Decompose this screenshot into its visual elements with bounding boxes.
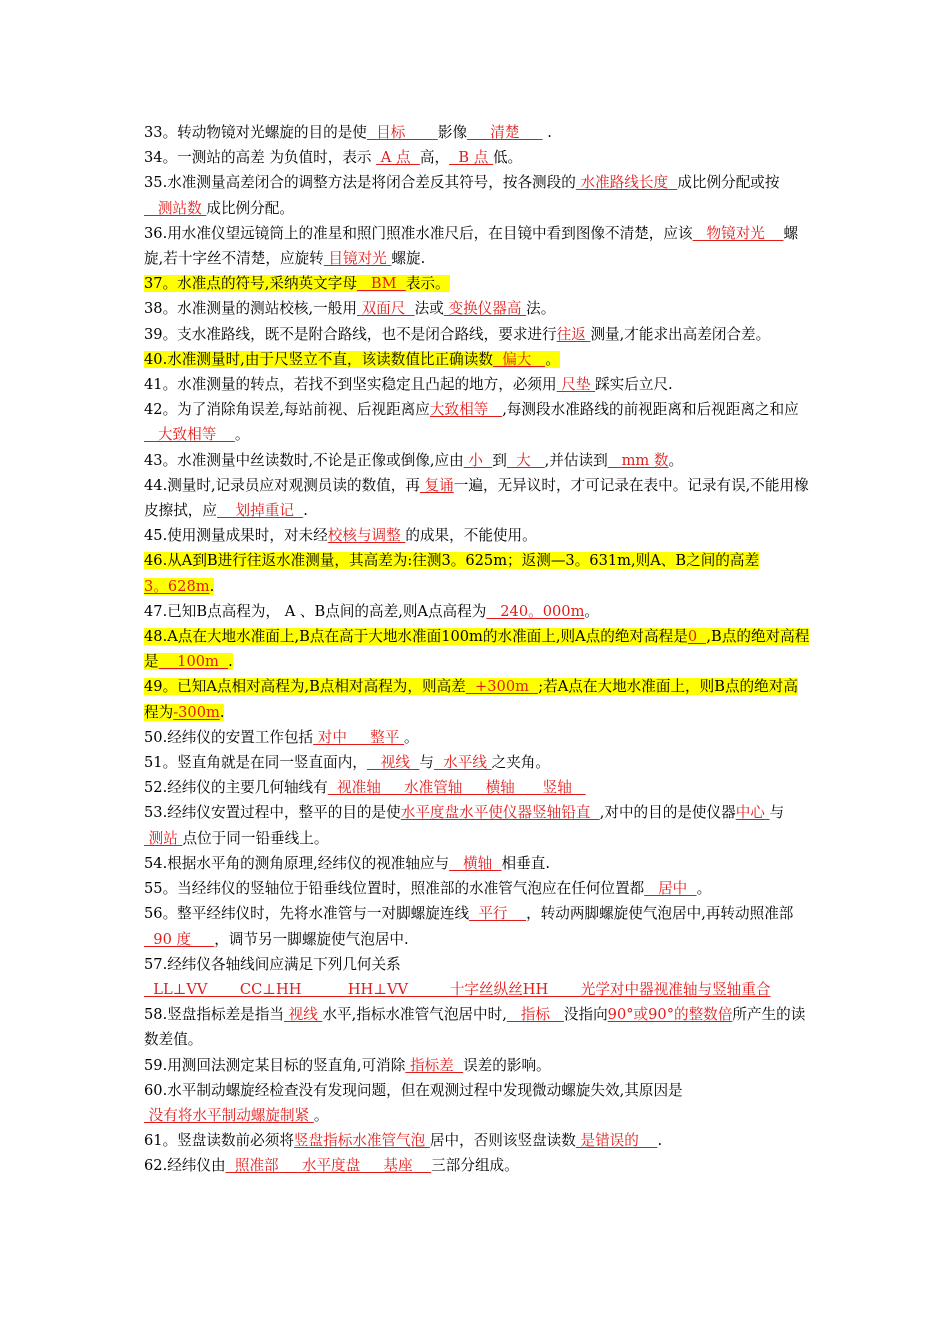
answer-blank: 视线 <box>283 1006 323 1024</box>
answer-blank: mm 数 <box>607 451 669 469</box>
question-text: 53.经纬仪安置过程中，整平的目的是使 <box>144 804 401 822</box>
answer-blank: A 点 <box>376 149 420 167</box>
answer-blank: 目镜对光 <box>323 250 392 268</box>
question-text: 59.用测回法测定某目标的竖直角,可消除 <box>144 1056 406 1074</box>
question-text: 与 <box>419 754 434 772</box>
question-text: ,B点的绝对高程是 <box>144 628 810 671</box>
question-text: ;若A点在大地水准面上，则B点的绝对高程为 <box>144 678 798 721</box>
question-text: 44.测量时,记录员应对观测员读的数值，再 <box>144 476 420 494</box>
question-text: 35.水准测量高差闭合的调整方法是将闭合差反其符号，按各测段的 <box>144 174 576 192</box>
question-q35 <box>144 170 810 220</box>
answer-blank: 3。628m <box>144 577 210 595</box>
question-q56 <box>144 901 810 951</box>
question-text: 51。竖直角就是在同一竖直面内， <box>144 754 367 772</box>
answer-blank: 视准轴 水准管轴 横轴 竖轴 <box>327 779 586 797</box>
answer-blank: 测站 <box>144 829 183 847</box>
question-text: 。 <box>668 451 684 469</box>
answer-blank: 90 度 <box>144 930 215 948</box>
answer-blank: 平行 <box>469 905 527 923</box>
question-q49 <box>144 674 810 724</box>
question-text: 没指向 <box>563 1006 608 1024</box>
answer-blank: +300m <box>465 678 539 696</box>
answer-blank: 中心 <box>735 804 770 822</box>
question-text: ，调节另一脚螺旋使气泡居中. <box>214 930 409 948</box>
question-text: 43。水准测量中丝读数时,不论是正像或倒像,应由 <box>144 451 464 469</box>
question-text: . <box>209 577 215 595</box>
document-body <box>144 120 810 1179</box>
question-text: 。 <box>313 1106 329 1124</box>
answer-blank: 90°或90°的整数倍 <box>607 1006 733 1024</box>
question-q37 <box>144 271 810 296</box>
question-q34 <box>144 145 810 170</box>
question-text: 误差的影响。 <box>463 1056 551 1074</box>
answer-blank: 居中 <box>644 880 697 898</box>
question-text: ,每测段水准路线的前视距离和后视距离之和应 <box>502 401 799 419</box>
answer-blank: 变换仪器高 <box>443 300 527 318</box>
question-text: 踩实后立尺. <box>595 376 673 394</box>
question-text: . <box>657 1132 663 1150</box>
question-text: 表示。 <box>405 275 450 293</box>
question-q42 <box>144 397 810 447</box>
answer-blank: 水准路线长度 <box>575 174 678 192</box>
question-text: 58.竖盘指标差是指当 <box>144 1006 284 1024</box>
question-q36 <box>144 221 810 271</box>
question-q61 <box>144 1128 810 1153</box>
answer-blank: 往返 <box>556 325 591 343</box>
question-text: 法。 <box>526 300 556 318</box>
answer-blank: 目标 <box>366 124 438 141</box>
question-text: 41。水准测量的转点，若找不到坚实稳定且凸起的地方，必须用 <box>144 376 557 394</box>
question-text: 成比例分配。 <box>206 199 294 217</box>
question-text: ,并估读到 <box>544 451 608 469</box>
question-text: 成比例分配或按 <box>677 174 780 192</box>
question-q60 <box>144 1078 810 1128</box>
answer-blank: 视线 <box>366 754 420 772</box>
question-text: 38。水准测量的测站校核,一般用 <box>144 300 357 318</box>
question-text: 。 <box>696 880 712 898</box>
question-text: 34。一测站的高差 为负值时，表示 <box>144 149 377 167</box>
answer-blank: BM <box>356 275 406 293</box>
question-text: 法或 <box>414 300 444 318</box>
answer-blank: 指标差 <box>405 1056 464 1074</box>
question-text: 测量,才能求出高差闭合差。 <box>590 325 771 343</box>
question-text: 60.水平制动螺旋经检查没有发现问题，但在观测过程中发现微动螺旋失效,其原因是 <box>144 1081 683 1099</box>
question-text: 三部分组成。 <box>431 1157 519 1175</box>
question-text: 高， <box>419 149 450 167</box>
question-text: 螺旋,若十字丝不清楚，应旋转 <box>144 224 799 268</box>
question-text: 低。 <box>492 149 523 167</box>
question-q58 <box>144 1002 810 1052</box>
answer-blank: LL⊥VV CC⊥HH HH⊥VV 十字丝纵丝HH 光学对中器视准轴与竖轴重合 <box>144 980 771 998</box>
question-text: 61。竖盘读数前必须将 <box>144 1132 294 1150</box>
question-text: 到 <box>492 451 507 469</box>
question-text: ,对中的目的是使仪器 <box>599 804 736 822</box>
question-text: 49。已知A点相对高程为,B点相对高程为，则高差 <box>144 678 466 696</box>
answer-blank: 水平线 <box>433 754 492 772</box>
answer-blank: 复诵 <box>419 476 454 494</box>
answer-blank: -300m <box>173 703 220 721</box>
question-text: 40.水准测量时,由于尺竖立不直，该读数值比正确读数 <box>144 350 493 368</box>
answer-blank: B 点 <box>449 149 493 167</box>
answer-blank: 指标 <box>506 1006 564 1024</box>
question-text: 一遍，无异议时，才可记录在表中。记录有误,不能用橡皮擦拭，应 <box>144 476 809 520</box>
question-q43 <box>144 448 810 473</box>
question-text: 相垂直. <box>501 854 550 872</box>
question-text: 。 <box>234 426 250 444</box>
answer-blank: 物镜对光 <box>692 224 784 242</box>
question-text: 42。为了消除角误差,每站前视、后视距离应 <box>144 401 430 419</box>
question-q52 <box>144 775 810 800</box>
question-text: 56。整平经纬仪时，先将水准管与一对脚螺旋连线 <box>144 905 470 923</box>
answer-blank: 测站数 <box>144 199 207 217</box>
answer-blank: 水平度盘水平使仪器竖轴铅直 <box>400 804 600 822</box>
question-text: . <box>303 502 308 520</box>
answer-blank: 划掉重记 <box>216 502 304 520</box>
answer-blank: 大 <box>506 451 545 469</box>
answer-blank: 照准部 水平度盘 基座 <box>225 1157 432 1175</box>
question-text: 55。当经纬仪的竖轴位于铅垂线位置时，照准部的水准管气泡应在任何位置都 <box>144 880 645 898</box>
question-q44 <box>144 473 810 523</box>
question-text: 之夹角。 <box>491 754 550 772</box>
question-text: 48.A点在大地水准面上,B点在高于大地水准面100m的水准面上,则A点的绝对高程是 <box>144 628 688 646</box>
answer-blank: 横轴 <box>449 854 502 872</box>
question-text: 39。支水准路线，既不是附合路线，也不是闭合路线，要求进行 <box>144 325 557 343</box>
question-text: 螺旋. <box>391 250 426 268</box>
question-text: 。 <box>584 602 600 620</box>
answer-blank: 竖盘指标水准管气泡 <box>293 1132 430 1150</box>
question-q57 <box>144 952 810 1002</box>
question-q46 <box>144 548 810 598</box>
question-q55 <box>144 876 810 901</box>
answer-blank: 清楚 <box>467 124 543 141</box>
question-text: 54.根据水平角的测角原理,经纬仪的视准轴应与 <box>144 854 450 872</box>
answer-blank: 大致相等 <box>429 401 503 419</box>
question-text: 点位于同一铅垂线上。 <box>182 829 329 847</box>
question-q51 <box>144 750 810 775</box>
question-q48 <box>144 624 810 674</box>
question-text: 33。转动物镜对光螺旋的目的是使 <box>144 124 367 141</box>
question-text: . <box>219 703 225 721</box>
question-q41 <box>144 372 810 397</box>
question-text: . <box>228 653 233 671</box>
answer-blank: 偏大 <box>492 350 546 368</box>
question-text: 居中，否则该竖盘读数 <box>429 1132 576 1150</box>
question-text: 52.经纬仪的主要几何轴线有 <box>144 779 328 797</box>
question-text: ，转动两脚螺旋使气泡居中,再转动照准部 <box>526 905 794 923</box>
question-text: . <box>542 124 552 141</box>
question-text: 水平,指标水准管气泡居中时, <box>322 1006 507 1024</box>
answer-blank: 240。000m <box>486 602 585 620</box>
question-q40 <box>144 347 810 372</box>
question-q39 <box>144 322 810 347</box>
answer-blank: 小 <box>463 451 493 469</box>
question-text: 影像 <box>437 124 468 141</box>
answer-blank: 没有将水平制动螺旋制紧 <box>144 1106 314 1124</box>
question-q59 <box>144 1053 810 1078</box>
answer-blank: 尺垫 <box>556 376 596 394</box>
question-text: 。 <box>404 728 419 746</box>
question-text: 47.已知B点高程为， A 、B点间的高差,则A点高程为 <box>144 602 487 620</box>
answer-blank: 是错误的 <box>575 1132 658 1150</box>
question-q53 <box>144 800 810 850</box>
answer-blank: 0 <box>687 628 707 646</box>
question-text: 37。水准点的符号,采纳英文字母 <box>144 275 357 293</box>
question-text: 所产生的读数差值。 <box>144 1006 806 1049</box>
answer-blank: 100m <box>158 653 229 671</box>
question-q62 <box>144 1153 810 1178</box>
question-q38 <box>144 296 810 321</box>
question-q54 <box>144 851 810 876</box>
question-text: 57.经纬仪各轴线间应满足下列几何关系 <box>144 955 401 973</box>
answer-blank: 双面尺 <box>356 300 415 318</box>
question-text: 45.使用测量成果时，对未经 <box>144 527 328 545</box>
question-q47 <box>144 599 810 624</box>
question-text: 36.用水准仪望远镜筒上的准星和照门照准水准尺后，在目镜中看到图像不清楚，应该 <box>144 224 693 242</box>
question-text: 50.经纬仪的安置工作包括 <box>144 728 314 746</box>
answer-blank: 大致相等 <box>144 426 235 444</box>
question-q50 <box>144 725 810 750</box>
question-text: 。 <box>545 350 560 368</box>
answer-blank: 校核与调整 <box>327 527 406 545</box>
question-text: 的成果，不能使用。 <box>405 527 537 545</box>
answer-blank: 对中 整平 <box>313 728 405 746</box>
question-text: 62.经纬仪由 <box>144 1157 226 1175</box>
question-text: 46.从A到B进行往返水准测量，其高差为:往测3。625m；返测—3。631m,则A、B之间的高差 <box>144 552 760 570</box>
question-q45 <box>144 523 810 548</box>
question-q33 <box>144 120 810 145</box>
question-text: 与 <box>769 804 785 822</box>
